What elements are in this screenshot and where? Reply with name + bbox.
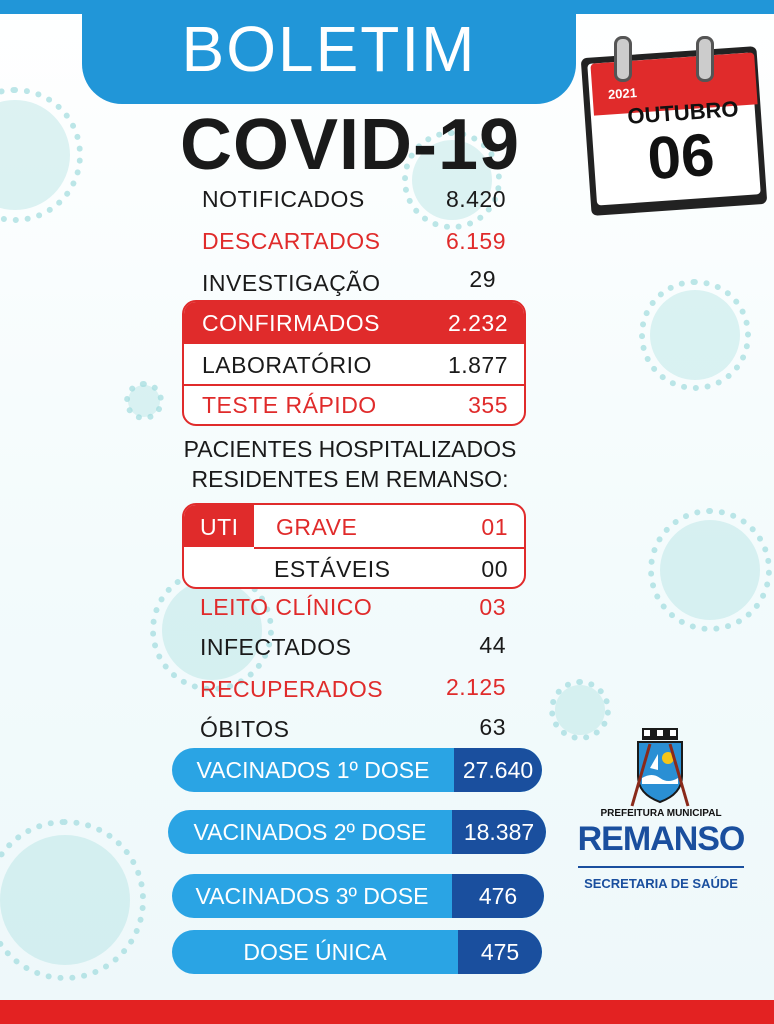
page-subtitle: COVID-19 bbox=[179, 105, 521, 185]
confirmed-label: CONFIRMADOS bbox=[202, 310, 380, 336]
teste-rapido-value: 355 bbox=[468, 392, 508, 418]
stat-label: RECUPERADOS bbox=[200, 676, 384, 702]
stat-label: ÓBITOS bbox=[200, 716, 290, 742]
vaccine-value: 18.387 bbox=[452, 810, 546, 854]
stat-value: 8.420 bbox=[445, 186, 506, 212]
logo-prefeitura: PREFEITURA MUNICIPAL bbox=[600, 808, 722, 819]
vaccine-label: VACINADOS 2º DOSE bbox=[193, 818, 427, 845]
estaveis-value: 00 bbox=[481, 556, 508, 582]
laboratorio-label: LABORATÓRIO bbox=[202, 352, 372, 378]
virus-decoration bbox=[650, 290, 740, 380]
remanso-logo bbox=[568, 724, 754, 904]
vaccine-value: 475 bbox=[458, 930, 542, 974]
vaccine-label: DOSE ÚNICA bbox=[243, 938, 387, 965]
calendar-month: OUTUBRO bbox=[626, 96, 740, 129]
stat-value: 63 bbox=[479, 714, 506, 740]
page-title: BOLETIM bbox=[181, 13, 477, 85]
hospitalized-heading-line2: RESIDENTES EM REMANSO: bbox=[191, 466, 509, 492]
estaveis-label: ESTÁVEIS bbox=[274, 556, 391, 582]
header-band-right bbox=[560, 0, 774, 14]
box-divider bbox=[254, 547, 524, 549]
vaccine-pill bbox=[172, 748, 542, 792]
footer-band bbox=[0, 1000, 774, 1024]
vaccine-label: VACINADOS 1º DOSE bbox=[196, 756, 430, 783]
vaccine-pill bbox=[168, 810, 546, 854]
grave-label: GRAVE bbox=[276, 514, 358, 540]
uti-box bbox=[182, 503, 526, 589]
stat-label: INVESTIGAÇÃO bbox=[202, 270, 381, 296]
uti-tag: UTI bbox=[200, 514, 239, 540]
logo-divider bbox=[578, 866, 744, 868]
stat-value: 2.125 bbox=[445, 674, 506, 700]
calendar-day: 06 bbox=[645, 120, 717, 193]
vaccine-pill bbox=[172, 874, 544, 918]
confirmed-box bbox=[182, 300, 526, 426]
virus-decoration bbox=[0, 835, 130, 965]
stat-value: 6.159 bbox=[445, 228, 506, 254]
stat-value: 29 bbox=[469, 266, 496, 292]
hospitalized-heading-line1: PACIENTES HOSPITALIZADOS bbox=[183, 436, 517, 462]
grave-value: 01 bbox=[481, 514, 508, 540]
calendar-ring bbox=[614, 36, 632, 82]
virus-decoration bbox=[660, 520, 760, 620]
virus-decoration bbox=[0, 100, 70, 210]
calendar-ring bbox=[696, 36, 714, 82]
stat-value: 44 bbox=[479, 632, 506, 658]
vaccine-value: 27.640 bbox=[454, 748, 542, 792]
confirmed-value: 2.232 bbox=[447, 310, 508, 336]
virus-decoration bbox=[128, 385, 160, 417]
laboratorio-value: 1.877 bbox=[447, 352, 508, 378]
box-divider bbox=[184, 384, 524, 386]
stat-label: DESCARTADOS bbox=[202, 228, 381, 254]
vaccine-pill bbox=[172, 930, 542, 974]
stat-value: 03 bbox=[479, 594, 506, 620]
logo-city-name: REMANSO bbox=[577, 820, 745, 858]
stat-label: NOTIFICADOS bbox=[202, 186, 365, 212]
stat-label: INFECTADOS bbox=[200, 634, 352, 660]
stat-label: LEITO CLÍNICO bbox=[200, 594, 373, 620]
logo-secretaria: SECRETARIA DE SAÚDE bbox=[584, 876, 738, 891]
city-crest-icon bbox=[628, 728, 692, 812]
vaccine-label: VACINADOS 3º DOSE bbox=[195, 882, 429, 909]
calendar-icon bbox=[586, 40, 772, 216]
vaccine-value: 476 bbox=[452, 874, 544, 918]
calendar-year: 2021 bbox=[607, 85, 638, 102]
teste-rapido-label: TESTE RÁPIDO bbox=[202, 392, 377, 418]
